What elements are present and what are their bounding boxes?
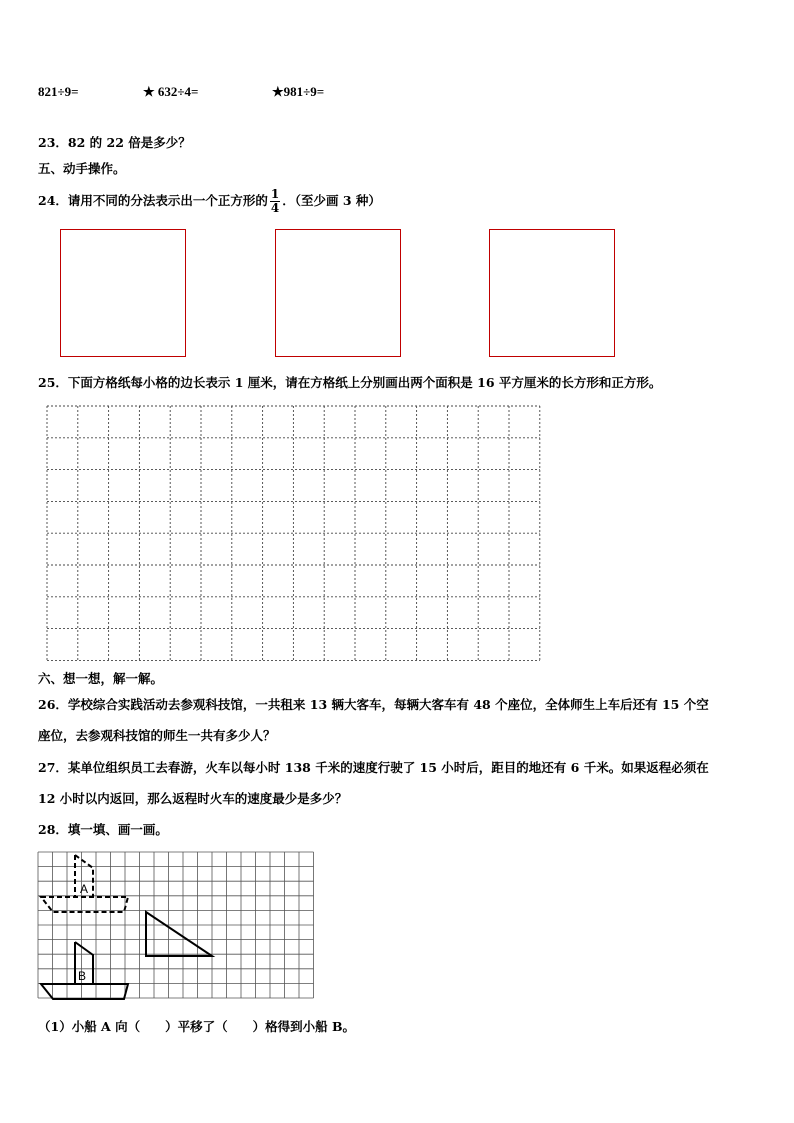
question-25: 25．下面方格纸每小格的边长表示 1 厘米，请在方格纸上分别画出两个面积是 16 平方厘米的长方形和正方形。 [38,375,662,390]
question-27-line-1: 27．某单位组织员工去春游，火车以每小时 138 千米的速度行驶了 15 小时后，距目的地还有 6 千米。如果返程必须在 [38,760,709,775]
calc-problem-2: ★ 632÷4= [143,84,199,99]
question-28: 28．填一填、画一画。 [38,822,168,837]
boat-b-label: B [78,969,87,983]
boat-grid-figure [38,852,320,1002]
question-24 [38,186,381,216]
drawing-square-1[interactable] [60,229,186,357]
calc-problem-3: ★981÷9= [272,84,325,99]
fraction-denominator: 4 [270,201,280,215]
dashed-grid-paper[interactable] [47,406,541,662]
boat-a-label: A [80,882,89,896]
question-26-line-2: 座位，去参观科技馆的师生一共有多少人？ [38,728,276,743]
drawing-square-2[interactable] [275,229,401,357]
fraction-one-quarter [270,188,280,215]
question-28-part-1: （1）小船 A 向（ ）平移了（ ）格得到小船 B。 [38,1019,356,1034]
question-24-prefix: 24．请用不同的分法表示出一个正方形的 [38,193,268,208]
section-6-title: 六、想一想，解一解。 [38,671,164,686]
question-27-line-2: 12 小时以内返回，那么返程时火车的速度最少是多少？ [38,791,348,806]
drawing-square-3[interactable] [489,229,615,357]
fraction-numerator: 1 [270,187,280,201]
question-23: 23．82 的 22 倍是多少？ [38,135,191,150]
right-triangle [146,912,212,956]
question-24-suffix: ．（至少画 3 种） [282,193,381,208]
question-26-line-1: 26．学校综合实践活动去参观科技馆，一共租来 13 辆大客车，每辆大客车有 48 个座位，全体师生上车后还有 15 个空 [38,697,709,712]
section-5-title: 五、动手操作。 [38,161,126,176]
calc-problem-1: 821÷9= [38,84,79,99]
